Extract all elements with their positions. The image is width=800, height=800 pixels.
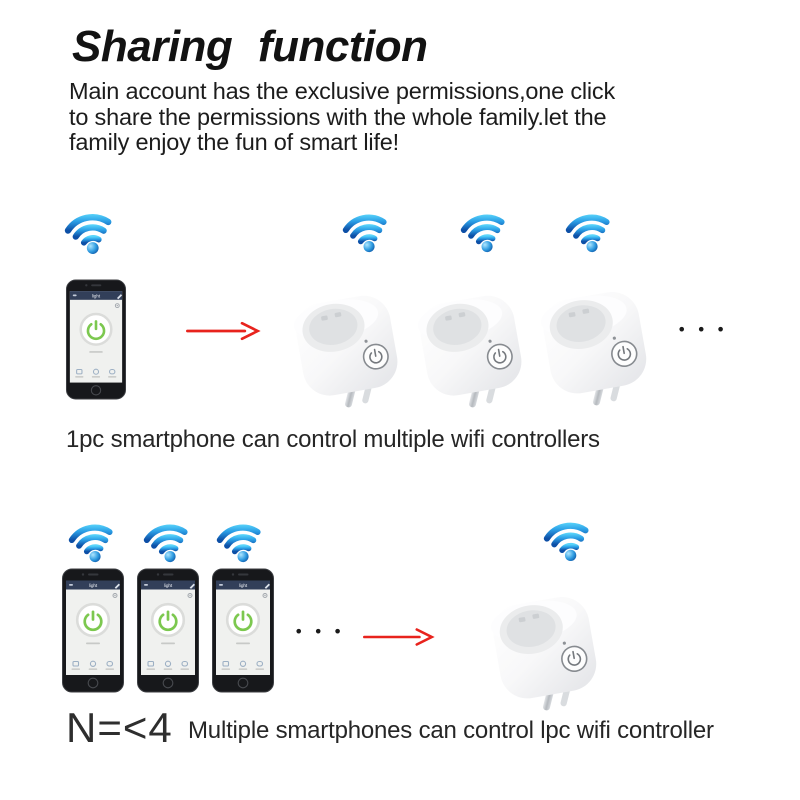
wifi-icon <box>141 517 193 564</box>
wifi-icon <box>66 517 118 564</box>
smart-plug-graphic <box>479 580 612 713</box>
description <box>69 79 615 156</box>
wifi-icon <box>214 517 266 564</box>
arrow-right-icon <box>185 319 261 343</box>
description-line: family enjoy the fun of smart life! <box>69 129 399 155</box>
smart-plug-graphic <box>534 275 657 408</box>
smartphone-graphic <box>211 568 275 693</box>
page-title: Sharing function <box>72 22 428 71</box>
smartphone-graphic <box>136 568 200 693</box>
wifi-icon <box>62 206 117 256</box>
wifi-icon <box>340 207 392 254</box>
ellipsis-dots: ••• <box>677 320 736 339</box>
arrow-right-icon <box>362 625 435 649</box>
device-limit-label: N=<4 <box>66 704 173 751</box>
wifi-icon <box>458 207 510 254</box>
ellipsis-dots: ••• <box>294 622 353 641</box>
smartphone-graphic <box>65 279 127 400</box>
wifi-icon <box>541 515 594 563</box>
wifi-icon <box>563 207 615 254</box>
smart-plug-graphic <box>412 279 531 410</box>
caption-one-to-many: 1pc smartphone can control multiple wifi controllers <box>66 426 600 453</box>
description-line: Main account has the exclusive permissions,one click <box>69 78 616 104</box>
caption-many-to-one: Multiple smartphones can control lpc wifi controller <box>188 717 714 744</box>
smartphone-graphic <box>61 568 125 693</box>
smart-plug-graphic <box>288 279 407 410</box>
description-line: to share the permissions with the whole family.let the <box>69 103 607 130</box>
